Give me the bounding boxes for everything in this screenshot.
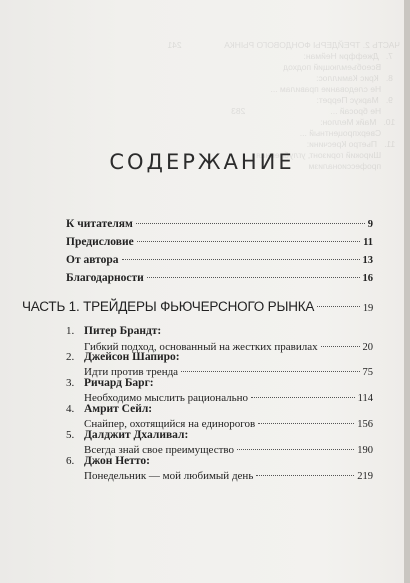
toc-entry[interactable] (66, 218, 373, 230)
chapter-name[interactable]: Питер Брандт: (84, 325, 162, 337)
page-number: 13 (362, 255, 373, 266)
chapter-name[interactable]: Далджит Дхаливал: (84, 429, 189, 441)
chapter-name[interactable]: Джон Нетто: (84, 455, 150, 467)
dot-leader (147, 277, 360, 278)
page-number: 75 (362, 367, 373, 378)
dot-leader (321, 346, 360, 347)
page-title: СОДЕРЖАНИЕ (109, 150, 295, 174)
show-through-text: ЧАСТЬ 2. ТРЕЙДЕРЫ ФОНДОВОГО РЫНКА 241 7. Джеффри Нейман: Всеобъемлющий подход 8. Крис Камиллос: Не следование правилам ... 9. Маркус Перрет: Не бросай ... 283 10. Майк Меллон: Сверхпроцентный ... 11. Пьетро Кресчини: Широкий горизонт, углубленная профессионализм (167, 40, 400, 171)
dot-leader (237, 449, 354, 450)
chapter-index: 1. (66, 325, 75, 337)
chapter-name[interactable]: Джейсон Шапиро: (84, 351, 180, 363)
dot-leader (317, 306, 360, 307)
page-number: 219 (357, 471, 373, 482)
toc-entry[interactable] (66, 272, 373, 284)
chapter-name[interactable]: Амрит Сейл: (84, 403, 153, 415)
chapter-index: 2. (66, 351, 75, 363)
chapter-index: 4. (66, 403, 75, 415)
part-label: ЧАСТЬ 1. ТРЕЙДЕРЫ ФЬЮЧЕРСНОГО РЫНКА (22, 299, 315, 314)
page-number: 190 (357, 445, 373, 456)
dot-leader (181, 371, 359, 372)
toc-entry[interactable] (66, 254, 373, 266)
page-number: 19 (362, 303, 373, 314)
page-number: 114 (357, 393, 373, 404)
page-number: 156 (357, 419, 373, 430)
entry-label: Благодарности (66, 272, 144, 284)
chapter-index: 6. (66, 455, 75, 467)
chapter-subtitle-row[interactable] (84, 470, 373, 482)
part-heading[interactable] (22, 299, 373, 314)
chapter-subtitle: Снайпер, охотящийся на единорогов (84, 418, 256, 430)
page-number: 16 (362, 273, 373, 284)
page-number: 9 (367, 219, 373, 230)
chapter-subtitle: Гибкий подход, основанный на жестких правилах (84, 341, 318, 353)
chapter-index: 5. (66, 429, 75, 441)
toc-entry[interactable] (66, 236, 373, 248)
chapter-subtitle: Понедельник — мой любимый день (84, 470, 254, 482)
dot-leader (136, 223, 365, 224)
chapter-index: 3. (66, 377, 75, 389)
chapter-subtitle: Всегда знай свое преимущество (84, 444, 234, 456)
dot-leader (137, 241, 360, 242)
chapter-subtitle: Идти против тренда (84, 366, 179, 378)
page-number: 20 (362, 342, 373, 353)
dot-leader (256, 475, 354, 476)
chapter-subtitle: Необходимо мыслить рационально (84, 392, 249, 404)
chapter-name[interactable]: Ричард Барг: (84, 377, 154, 389)
entry-label: К читателям (66, 218, 133, 230)
entry-label: Предисловие (66, 236, 134, 248)
dot-leader (258, 423, 354, 424)
dot-leader (122, 259, 360, 260)
entry-label: От автора (66, 254, 119, 266)
dot-leader (251, 397, 355, 398)
page-number: 11 (363, 237, 373, 248)
